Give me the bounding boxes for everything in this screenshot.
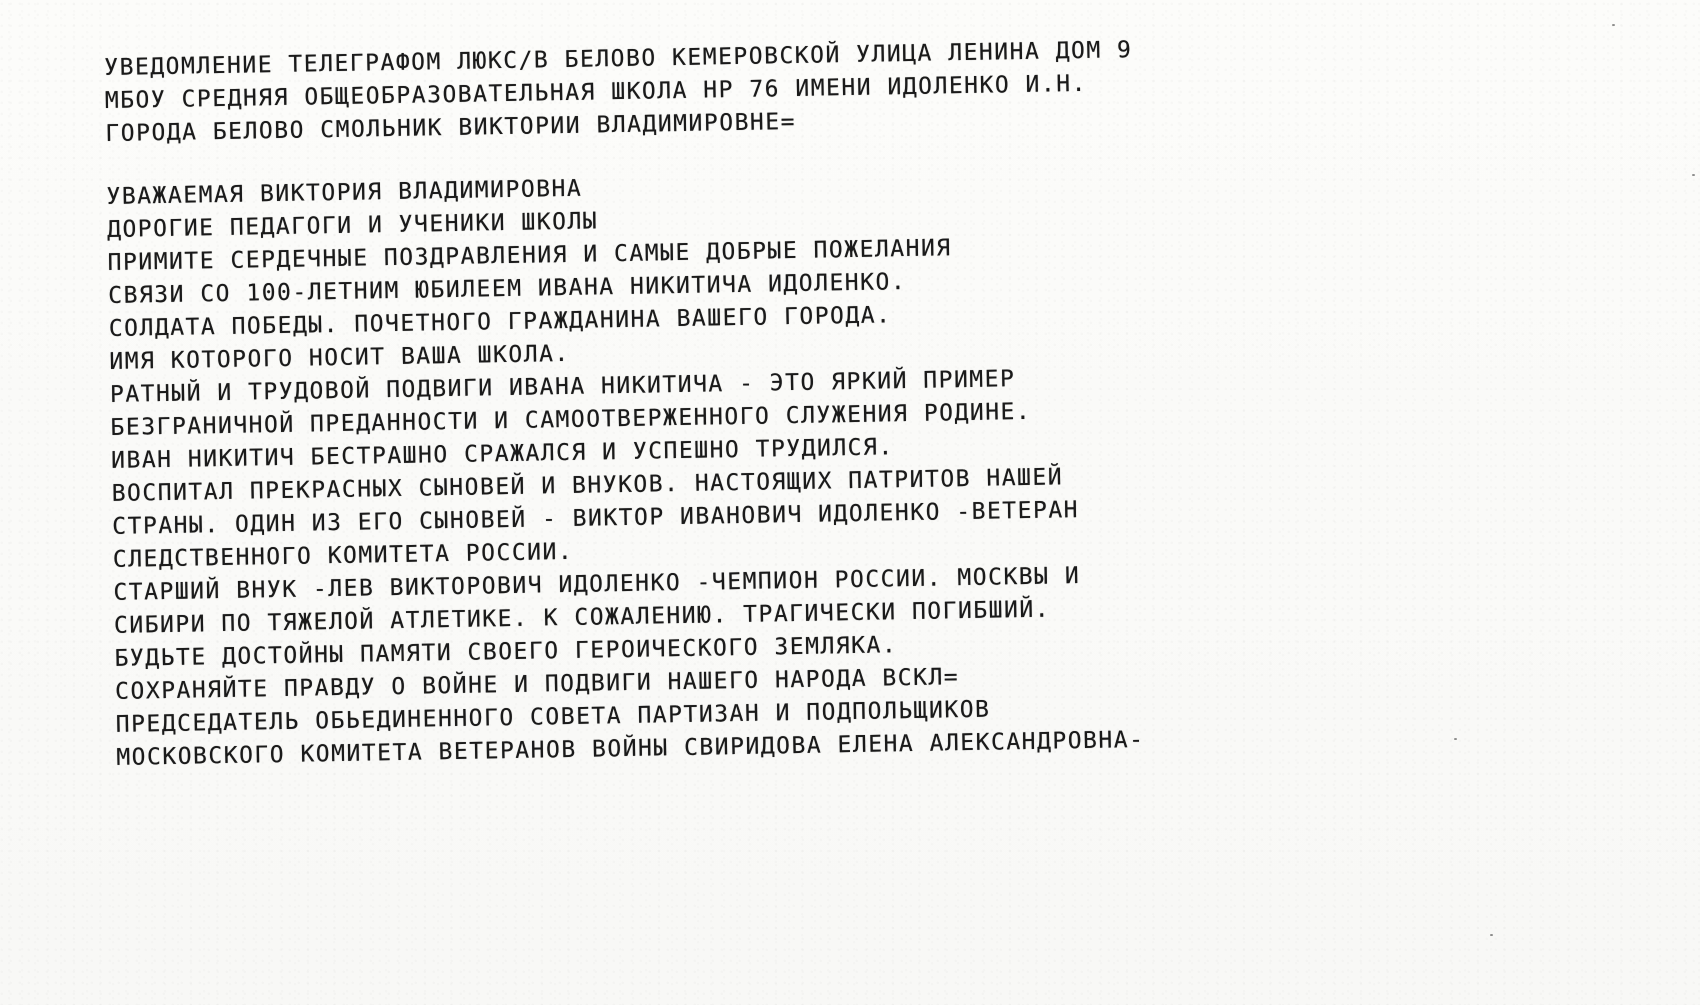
- body-line: БУДЬТЕ ДОСТОЙНЫ ПАМЯТИ СВОЕГО ГЕРОИЧЕСКОГО ЗЕМЛЯКА.: [114, 632, 898, 672]
- body-line: СОЛДАТА ПОБЕДЫ. ПОЧЕТНОГО ГРАЖДАНИНА ВАШЕГО ГОРОДА.: [108, 302, 892, 342]
- body-line: ПРИМИТЕ СЕРДЕЧНЫЕ ПОЗДРАВЛЕНИЯ И САМЫЕ ДОБРЫЕ ПОЖЕЛАНИЯ: [107, 235, 952, 276]
- paper-speck: [1490, 934, 1493, 936]
- header-line: ГОРОДА БЕЛОВО СМОЛЬНИК ВИКТОРИИ ВЛАДИМИРОВНЕ=: [105, 108, 797, 147]
- paper-speck: [1612, 24, 1615, 26]
- body-line: СВЯЗИ СО 100-ЛЕТНИМ ЮБИЛЕЕМ ИВАНА НИКИТИЧА ИДОЛЕНКО.: [108, 269, 907, 309]
- telegram-body: [106, 155, 1596, 775]
- body-line: ИМЯ КОТОРОГО НОСИТ ВАША ШКОЛА.: [109, 340, 570, 375]
- paper-speck: [1692, 174, 1695, 176]
- body-line: СОХРАНЯЙТЕ ПРАВДУ О ВОЙНЕ И ПОДВИГИ НАШЕГО НАРОДА ВСКЛ=: [114, 664, 960, 705]
- header-line: МБОУ СРЕДНЯЯ ОБЩЕОБРАЗОВАТЕЛЬНАЯ ШКОЛА НР 76 ИМЕНИ ИДОЛЕНКО И.Н.: [104, 70, 1088, 114]
- header-line: УВЕДОМЛЕНИЕ ТЕЛЕГРАФОМ ЛЮКС/В БЕЛОВО КЕМЕРОВСКОЙ УЛИЦА ЛЕНИНА ДОМ 9: [104, 37, 1133, 81]
- body-line: МОСКОВСКОГО КОМИТЕТА ВЕТЕРАНОВ ВОЙНЫ СВИРИДОВА ЕЛЕНА АЛЕКСАНДРОВНА-: [116, 726, 1145, 771]
- body-line: ПРЕДСЕДАТЕЛЬ ОБЬЕДИНЕННОГО СОВЕТА ПАРТИЗАН И ПОДПОЛЬЩИКОВ: [115, 696, 991, 738]
- body-line: РАТНЫЙ И ТРУДОВОЙ ПОДВИГИ ИВАНА НИКИТИЧА - ЭТО ЯРКИЙ ПРИМЕР: [109, 366, 1016, 408]
- body-line: СЛЕДСТВЕННОГО КОМИТЕТА РОССИИ.: [112, 538, 574, 573]
- paper-speck: [1454, 738, 1457, 740]
- telegram-text: [104, 26, 1596, 775]
- body-line: УВАЖАЕМАЯ ВИКТОРИЯ ВЛАДИМИРОВНА: [106, 175, 583, 210]
- body-line: ВОСПИТАЛ ПРЕКРАСНЫХ СЫНОВЕЙ И ВНУКОВ. НАСТОЯЩИХ ПАТРИТОВ НАШЕЙ: [111, 464, 1064, 507]
- body-line: БЕЗГРАНИЧНОЙ ПРЕДАННОСТИ И САМООТВЕРЖЕННОГО СЛУЖЕНИЯ РОДИНЕ.: [110, 398, 1032, 441]
- body-line: СТРАНЫ. ОДИН ИЗ ЕГО СЫНОВЕЙ - ВИКТОР ИВАНОВИЧ ИДОЛЕНКО -ВЕТЕРАН: [112, 497, 1080, 540]
- body-line: СИБИРИ ПО ТЯЖЕЛОЙ АТЛЕТИКЕ. К СОЖАЛЕНИЮ. ТРАГИЧЕСКИ ПОГИБШИЙ.: [113, 596, 1051, 639]
- body-line: СТАРШИЙ ВНУК -ЛЕВ ВИКТОРОВИЧ ИДОЛЕНКО -ЧЕМПИОН РОССИИ. МОСКВЫ И: [113, 563, 1081, 606]
- body-line: ИВАН НИКИТИЧ БЕСТРАШНО СРАЖАЛСЯ И УСПЕШНО ТРУДИЛСЯ.: [110, 434, 894, 474]
- body-line: ДОРОГИЕ ПЕДАГОГИ И УЧЕНИКИ ШКОЛЫ: [106, 208, 599, 243]
